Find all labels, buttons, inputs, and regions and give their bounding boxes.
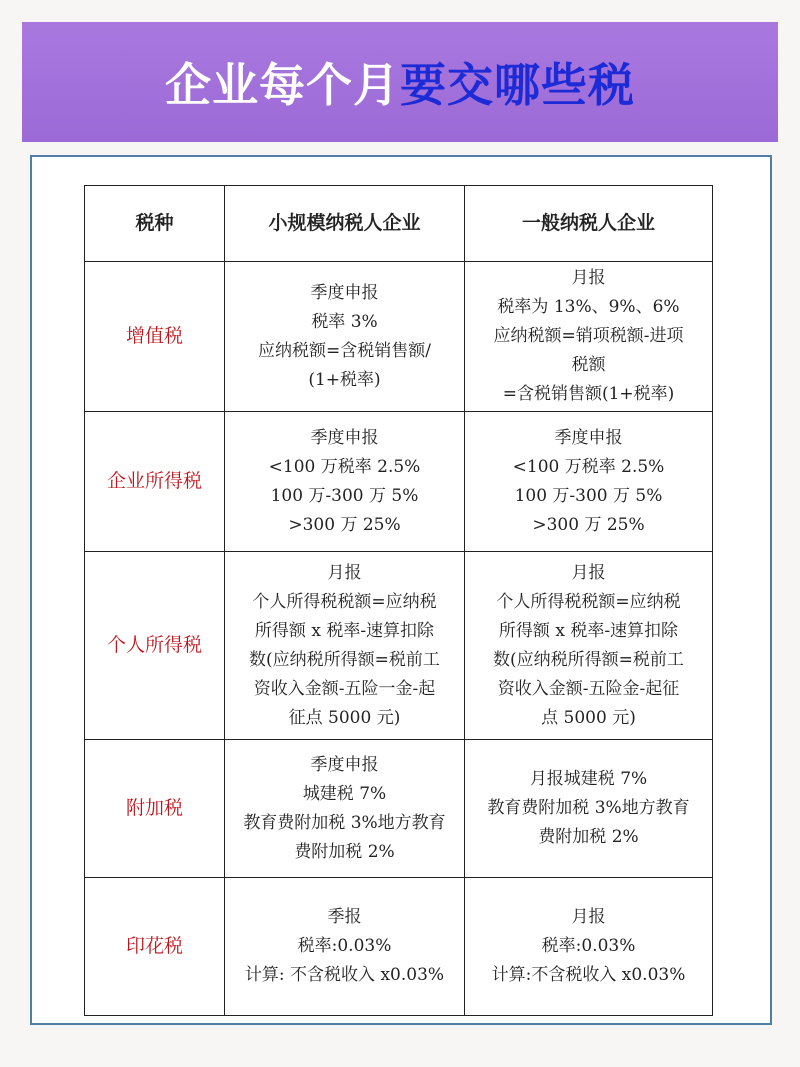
cell-text-line: >300 万 25% (288, 514, 401, 535)
cell-text-line: 季度申报 (310, 282, 379, 303)
cell-text-line: 税率:0.03% (541, 936, 636, 956)
cell-text-line: 应纳税额=销项税额-进项 (493, 326, 684, 346)
cell-text-line: 所得额 x 税率-速算扣除 (254, 620, 435, 641)
general-taxpayer-cell (465, 262, 713, 412)
cell-text-line: <100 万税率 2.5% (268, 456, 421, 477)
table-row (85, 740, 713, 878)
cell-text-line: 100 万-300 万 5% (270, 485, 419, 506)
general-taxpayer-cell (465, 740, 713, 878)
title-banner (22, 22, 778, 142)
cell-text-line: =含税销售额(1+税率) (502, 384, 675, 404)
tax-name-cell: 印花税 (85, 878, 225, 1016)
cell-text-line: 月报城建税 7% (529, 769, 648, 789)
cell-text-line: 税率 3% (311, 311, 378, 332)
cell-text-line: 计算:不含税收入 x0.03% (491, 965, 686, 985)
cell-text-line: 税率:0.03% (297, 936, 392, 956)
header-small-taxpayer: 小规模纳税人企业 (225, 186, 465, 262)
cell-text-line: 资收入金额-五险金-起征 (497, 678, 680, 699)
cell-text-line: 季度申报 (310, 754, 379, 775)
tax-name-cell: 附加税 (85, 740, 225, 878)
tax-name-cell: 增值税 (85, 262, 225, 412)
cell-text-line: 费附加税 2% (294, 841, 395, 862)
cell-text-line: 点 5000 元) (541, 707, 636, 728)
table-header-row (85, 186, 713, 262)
general-taxpayer-cell (465, 412, 713, 552)
cell-text-line: 城建税 7% (302, 783, 387, 804)
page-title (165, 49, 635, 115)
small-taxpayer-cell (225, 552, 465, 740)
cell-text-line: 所得额 x 税率-速算扣除 (498, 620, 679, 641)
cell-text-line: 数(应纳税所得额=税前工 (493, 649, 684, 670)
cell-text-line: 教育费附加税 3%地方教育 (243, 812, 446, 833)
cell-text-line: 税率为 13%、9%、6% (497, 297, 680, 317)
tax-table (84, 185, 713, 1016)
table-row (85, 552, 713, 740)
cell-text-line: 数(应纳税所得额=税前工 (249, 649, 440, 670)
small-taxpayer-cell (225, 878, 465, 1016)
header-tax-type: 税种 (85, 186, 225, 262)
tax-name-cell: 个人所得税 (85, 552, 225, 740)
cell-text-line: 费附加税 2% (538, 827, 639, 847)
table-row (85, 262, 713, 412)
general-taxpayer-cell (465, 878, 713, 1016)
small-taxpayer-cell (225, 740, 465, 878)
header-general-taxpayer: 一般纳税人企业 (465, 186, 713, 262)
cell-text-line: 100 万-300 万 5% (514, 485, 663, 506)
cell-text-line: 季度申报 (554, 427, 623, 448)
cell-text-line: 个人所得税税额=应纳税 (496, 591, 681, 612)
cell-text-line: (1+税率) (308, 369, 381, 390)
cell-text-line: 应纳税额=含税销售额/ (258, 340, 431, 361)
cell-text-line: 教育费附加税 3%地方教育 (487, 798, 690, 818)
cell-text-line: 季度申报 (310, 427, 379, 448)
cell-text-line: <100 万税率 2.5% (512, 456, 665, 477)
title-part-blue: 要交哪些税 (400, 58, 635, 112)
cell-text-line: 计算: 不含税收入 x0.03% (244, 965, 445, 985)
table-row (85, 412, 713, 552)
small-taxpayer-cell (225, 412, 465, 552)
cell-text-line: 资收入金额-五险一金-起 (253, 678, 436, 699)
cell-text-line: 征点 5000 元) (288, 707, 401, 728)
tax-name-cell: 企业所得税 (85, 412, 225, 552)
small-taxpayer-cell (225, 262, 465, 412)
title-part-white: 企业每个月 (165, 58, 400, 112)
cell-text-line: 月报 (571, 268, 606, 288)
cell-text-line: 个人所得税税额=应纳税 (252, 591, 437, 612)
cell-text-line: 月报 (571, 907, 606, 927)
table-row (85, 878, 713, 1016)
cell-text-line: 月报 (327, 562, 362, 583)
cell-text-line: 季报 (327, 907, 362, 927)
cell-text-line: 税额 (571, 355, 606, 375)
cell-text-line: >300 万 25% (532, 514, 645, 535)
cell-text-line: 月报 (571, 562, 606, 583)
general-taxpayer-cell (465, 552, 713, 740)
